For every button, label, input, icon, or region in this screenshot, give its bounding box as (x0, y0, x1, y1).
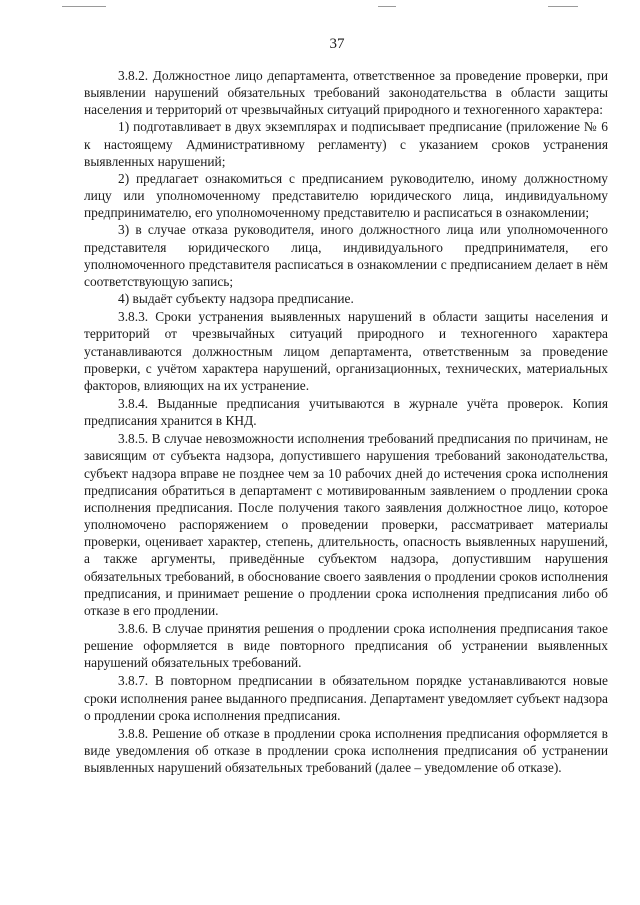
paragraph-item-3: 3) в случае отказа руководителя, иного должностного лица или уполномоченного представителя юридического лица, индивидуального предпринимателя, его уполномоченного представителя расписаться в ознакомлении с предписанием делает в нём соответствующую запись; (84, 222, 608, 289)
paragraph-item-4: 4) выдаёт субъекту надзора предписание. (118, 291, 354, 307)
scan-artifact (62, 6, 106, 7)
document-body (84, 67, 608, 776)
scan-artifact (378, 6, 396, 7)
scan-artifact (548, 6, 578, 7)
paragraph-3-8-2: 3.8.2. Должностное лицо департамента, ответственное за проведение проверки, при выявлении нарушений обязательных требований законодательства в области защиты населения и территорий от чрезвычайных ситуаций природного и техногенного характера: (84, 68, 608, 118)
page-number: 37 (329, 36, 345, 52)
paragraph-3-8-7: 3.8.7. В повторном предписании в обязательном порядке устанавливаются новые сроки исполнения ранее выданного предписания. Департамент уведомляет субъект надзора о продлении срока исполнения предписания. (84, 673, 608, 723)
paragraph-item-1: 1) подготавливает в двух экземплярах и подписывает предписание (приложение № 6 к настоящему Административному регламенту) с указанием сроков устранения выявленных нарушений; (84, 119, 608, 169)
paragraph-3-8-5: 3.8.5. В случае невозможности исполнения требований предписания по причинам, не зависящим от субъекта надзора, допустившего нарушения требований законодательства, субъект надзора вправе не позднее чем за 10 рабочих дней до истечения срока исполнения предписания обратиться в департамент с мотивированным заявлением о продлении срока исполнения предписания. После получения такого заявления должностное лицо, которое уполномочено распоряжением о проведении проверки, рассматривает материалы проверки, оценивает характер, степень, длительность, опасность выявленных нарушений, а также аргументы, приведённые субъектом надзора, допустившим нарушения обязательных требований, в обоснование своего заявления о продлении сроков исполнения предписания, и принимает решение о продлении срока исполнения предписания либо об отказе в его продлении. (84, 431, 608, 618)
paragraph-item-2: 2) предлагает ознакомиться с предписанием руководителю, иному должностному лицу или уполномоченному представителю юридического лица, индивидуальному предпринимателю, его уполномоченному представителю и расписаться в ознакомлении; (84, 170, 608, 221)
paragraph-3-8-4: 3.8.4. Выданные предписания учитываются в журнале учёта проверок. Копия предписания хранится в КНД. (84, 395, 608, 429)
paragraph-3-8-3: 3.8.3. Сроки устранения выявленных нарушений в области защиты населения и территорий от чрезвычайных ситуаций природного и техногенного характера устанавливаются должностным лицом департамента, ответственным за проведение проверки, с учётом характера нарушений, организационных, технических, материальных факторов, влияющих на их устранение. (84, 309, 608, 393)
paragraph-3-8-6: 3.8.6. В случае принятия решения о продлении срока исполнения предписания такое решение оформляется в виде повторного предписания об устранении выявленных нарушений обязательных требований. (84, 621, 608, 671)
paragraph-3-8-8: 3.8.8. Решение об отказе в продлении срока исполнения предписания оформляется в виде уведомления об отказе в продлении срока исполнения предписания об устранении выявленных нарушений обязательных требований (далее – уведомление об отказе). (84, 725, 608, 776)
